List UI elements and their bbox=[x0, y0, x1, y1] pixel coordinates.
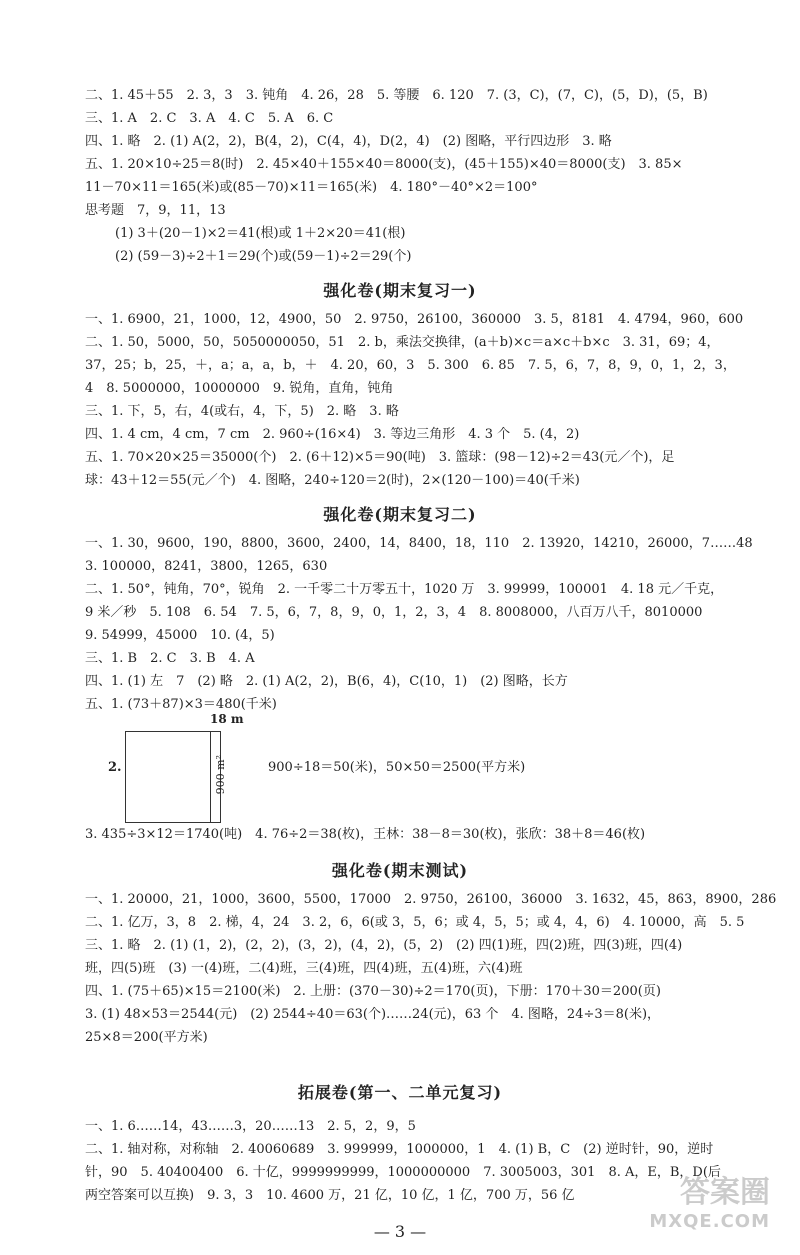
watermark-url: MXQE.COM bbox=[649, 1211, 770, 1232]
text-line: 3. 100000，8241，3800，1265，630 bbox=[85, 559, 328, 574]
text-line: 四、1. 略 2. (1) A(2，2)，B(4，2)，C(4，4)，D(2，4) (2) 图略，平行四边形 3. 略 bbox=[85, 134, 612, 149]
text-line: 11－70×11＝165(米)或(85－70)×11＝165(米) 4. 180°－40°×2＝100° bbox=[85, 180, 538, 195]
figure-width-label: 18 m bbox=[210, 712, 244, 726]
figure-number: 2. bbox=[108, 760, 122, 775]
text-line: 三、1. 略 2. (1) (1，2)，(2，2)，(3，2)，(4，2)，(5，2) (2) 四(1)班，四(2)班，四(3)班，四(4) bbox=[85, 938, 683, 953]
rectangle-divider bbox=[210, 731, 211, 823]
text-line: 三、1. 下，5，右，4(或右，4，下，5) 2. 略 3. 略 bbox=[85, 404, 399, 419]
text-line: 五、1. (73＋87)×3＝480(千米) bbox=[85, 697, 277, 712]
page-number: — 3 — bbox=[373, 1222, 427, 1241]
text-line: 一、1. 6……14，43……3，20……13 2. 5，2，9，5 bbox=[85, 1119, 416, 1134]
text-line: 班，四(5)班 (3) 一(4)班，二(4)班，三(4)班，四(4)班，五(4)班，六(4)班 bbox=[85, 961, 523, 976]
text-line: 针，90 5. 40400400 6. 十亿，9999999999，1000000000 7. 3005003，301 8. A，E，B，D(后 bbox=[85, 1165, 721, 1180]
text-line: 二、1. 45＋55 2. 3，3 3. 钝角 4. 26，28 5. 等腰 6. 120 7. (3，C)，(7，C)，(5，D)，(5，B) bbox=[85, 88, 708, 103]
text-line: 思考题 7，9，11，13 bbox=[85, 203, 226, 218]
text-line: 两空答案可以互换) 9. 3，3 10. 4600 万，21 亿，10 亿，1 亿，700 万，56 亿 bbox=[85, 1188, 575, 1203]
rectangle-diagram bbox=[125, 731, 221, 823]
text-line: 一、1. 30，9600，190，8800，3600，2400，14，8400，18，110 2. 13920，14210，26000，7……48 bbox=[85, 536, 753, 551]
text-line: 25×8＝200(平方米) bbox=[85, 1030, 208, 1045]
text-line: 三、1. A 2. C 3. A 4. C 5. A 6. C bbox=[85, 111, 334, 126]
text-line: 3. 435÷3×12＝1740(吨) 4. 76÷2＝38(枚)，王林：38－8＝30(枚)，张欣：38＋8＝46(枚) bbox=[85, 827, 646, 842]
text-line: 3. (1) 48×53＝2544(元) (2) 2544÷40＝63(个)……24(元)，63 个 4. 图略，24÷3＝8(米)， bbox=[85, 1007, 661, 1022]
section-title: 强化卷(期末复习二) bbox=[323, 505, 477, 524]
text-line: (2) (59－3)÷2＋1＝29(个)或(59－1)÷2＝29(个) bbox=[115, 249, 412, 264]
text-line: 一、1. 6900，21，1000，12，4900，50 2. 9750，26100，360000 3. 5，8181 4. 4794，960，600 bbox=[85, 312, 744, 327]
figure-area-label: 900 m² bbox=[214, 755, 227, 795]
section-title: 拓展卷(第一、二单元复习) bbox=[297, 1083, 503, 1102]
text-line: 四、1. 4 cm，4 cm，7 cm 2. 960÷(16×4) 3. 等边三角形 4. 3 个 5. (4，2) bbox=[85, 427, 580, 442]
text-line: 四、1. (75＋65)×15＝2100(米) 2. 上册：(370－30)÷2＝170(页)，下册：170＋30＝200(页) bbox=[85, 984, 661, 999]
text-line: 四、1. (1) 左 7 (2) 略 2. (1) A(2，2)，B(6，4)，C(10，1) (2) 图略，长方 bbox=[85, 674, 568, 689]
text-line: 二、1. 50°，钝角，70°，锐角 2. 一千零二十万零五十，1020 万 3. 99999，100001 4. 18 元／千克， bbox=[85, 582, 724, 597]
section-title: 强化卷(期末复习一) bbox=[323, 281, 477, 300]
text-line: 五、1. 70×20×25＝35000(个) 2. (6＋12)×5＝90(吨) 3. 篮球：(98－12)÷2＝43(元／个)，足 bbox=[85, 450, 675, 465]
figure-answer: 900÷18＝50(米)，50×50＝2500(平方米) bbox=[268, 760, 526, 775]
text-line: (1) 3＋(20－1)×2＝41(根)或 1＋2×20＝41(根) bbox=[115, 226, 406, 241]
text-line: 4 8. 5000000，10000000 9. 锐角，直角，钝角 bbox=[85, 381, 394, 396]
watermark-logo bbox=[560, 1175, 770, 1245]
text-line: 球：43＋12＝55(元／个) 4. 图略，240÷120＝2(时)，2×(120－100)＝40(千米) bbox=[85, 473, 580, 488]
text-line: 二、1. 亿万，3，8 2. 梯，4，24 3. 2，6，6(或 3，5，6；或 4，5，5；或 4，4，6) 4. 10000，高 5. 5 bbox=[85, 915, 745, 930]
text-line: 五、1. 20×10÷25＝8(时) 2. 45×40＋155×40＝8000(支)，(45＋155)×40＝8000(支) 3. 85× bbox=[85, 157, 683, 172]
text-line: 二、1. 轴对称，对称轴 2. 40060689 3. 999999，1000000，1 4. (1) B，C (2) 逆时针，90，逆时 bbox=[85, 1142, 714, 1157]
text-line: 37，25；b，25，＋，a；a，a，b，＋ 4. 20，60，3 5. 300 6. 85 7. 5，6，7，8，9，0，1，2，3， bbox=[85, 358, 736, 373]
text-line: 一、1. 20000，21，1000，3600，5500，17000 2. 9750，26100，36000 3. 1632，45，863，8900，286 bbox=[85, 892, 777, 907]
text-line: 二、1. 50，5000，50，5050000050，51 2. b，乘法交换律，(a＋b)×c＝a×c＋b×c 3. 31，69；4， bbox=[85, 335, 720, 350]
text-line: 三、1. B 2. C 3. B 4. A bbox=[85, 651, 255, 666]
section-title: 强化卷(期末测试) bbox=[331, 861, 469, 880]
text-line: 9. 54999，45000 10. (4，5) bbox=[85, 628, 275, 643]
watermark-title: 答案圈 bbox=[680, 1175, 770, 1210]
text-line: 9 米／秒 5. 108 6. 54 7. 5，6，7，8，9，0，1，2，3，4 8. 8008000，八百万八千，8010000 bbox=[85, 605, 703, 620]
